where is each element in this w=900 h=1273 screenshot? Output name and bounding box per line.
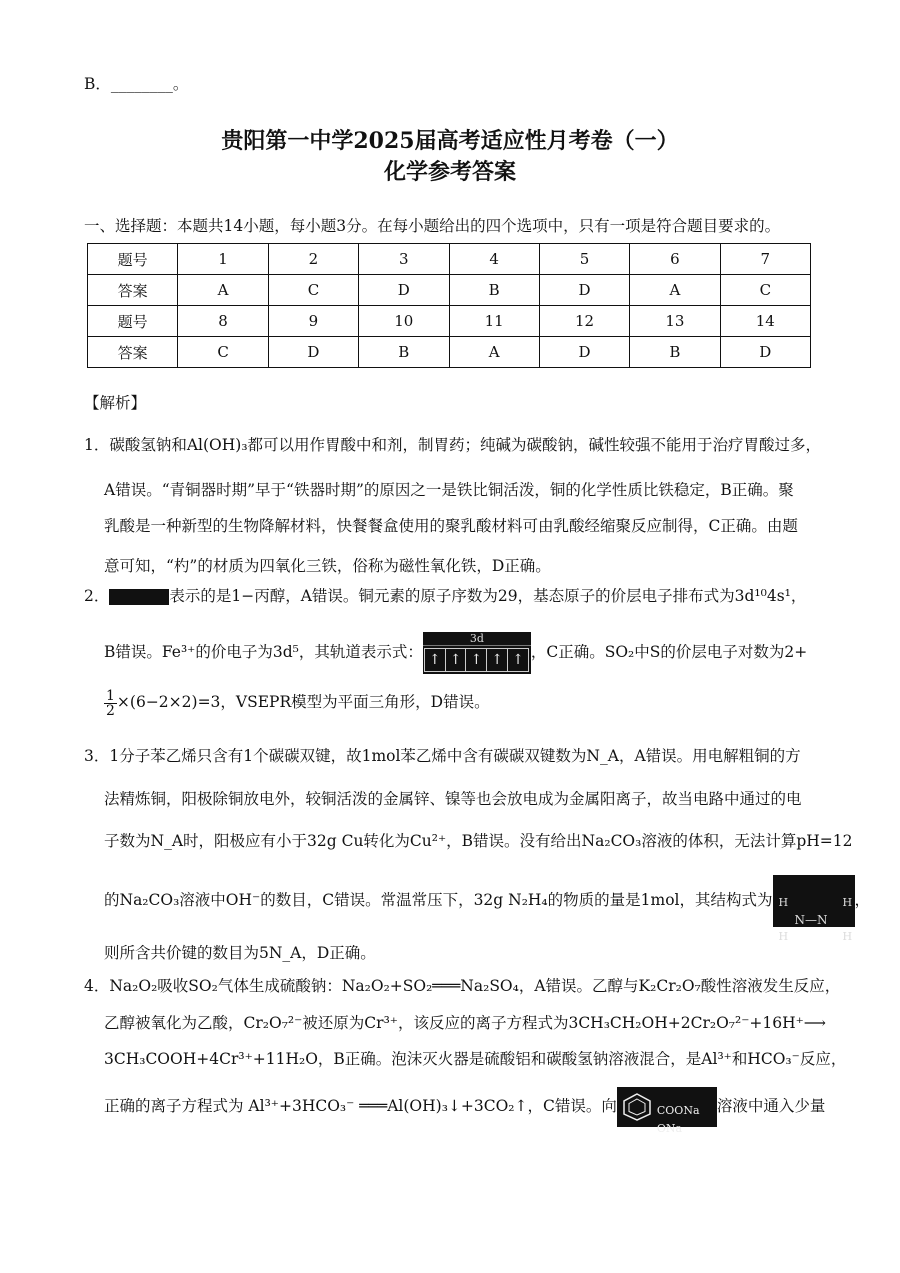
table-cell: C xyxy=(720,275,810,306)
atom-label: H xyxy=(778,896,789,909)
orbital-arrow: ↑ xyxy=(507,648,529,672)
table-cell: 4 xyxy=(449,244,539,275)
table-cell: 1 xyxy=(178,244,268,275)
table-cell: C xyxy=(178,337,268,368)
atom-label: H xyxy=(842,896,853,909)
table-cell: 14 xyxy=(720,306,810,337)
table-row xyxy=(88,337,811,368)
table-row xyxy=(88,275,811,306)
table-cell: 9 xyxy=(268,306,358,337)
q3-line-4 xyxy=(104,874,871,943)
q1-line-3: 乳酸是一种新型的生物降解材料，快餐餐盒使用的聚乳酸材料可由乳酸经缩聚反应制得，C正确。由题 xyxy=(104,517,798,535)
table-cell: A xyxy=(630,275,720,306)
q4-text-4a: 正确的离子方程式为 Al³⁺+3HCO₃⁻ ═══Al(OH)₃↓+3CO₂↑，C错误。向 xyxy=(104,1097,617,1115)
q3-text-4-end: ， xyxy=(854,891,871,909)
table-cell: 7 xyxy=(720,244,810,275)
substituent-label: ONa xyxy=(656,1122,683,1135)
answer-table xyxy=(87,243,811,368)
orbital-label: 3d xyxy=(423,633,531,646)
q2-line-3 xyxy=(104,684,490,720)
substituent-label: COONa xyxy=(656,1104,700,1117)
q1-line-1: 1．碳酸氢钠和Al(OH)₃都可以用作胃酸中和剂，制胃药；纯碱为碳酸钠，碱性较强不能用于治疗胃酸过多， xyxy=(84,436,822,454)
q3-line-1: 3．1分子苯乙烯只含有1个碳碳双键，故1mol苯乙烯中含有碳碳双键数为N_A，A错误。用电解粗铜的方 xyxy=(84,747,801,765)
section-heading: 一、选择题：本题共14小题，每小题3分。在每小题给出的四个选项中，只有一项是符合题目要求的。 xyxy=(84,217,781,235)
table-cell: A xyxy=(178,275,268,306)
table-cell: 3 xyxy=(359,244,449,275)
q3-line-3: 子数为N_A时，阳极应有小于32g Cu转化为Cu²⁺，B错误。没有给出Na₂CO₃溶液的体积，无法计算pH=12 xyxy=(104,832,853,850)
fraction-denominator: 2 xyxy=(106,702,115,719)
row-label: 题号 xyxy=(88,306,178,337)
orbital-arrow: ↑ xyxy=(424,648,446,672)
q4-line-1: 4．Na₂O₂吸收SO₂气体生成硫酸钠：Na₂O₂+SO₂═══Na₂SO₄，A错误。乙醇与K₂Cr₂O₇酸性溶液发生反应， xyxy=(84,977,841,995)
q4-text-4b: 溶液中通入少量 xyxy=(716,1097,826,1115)
salicylate-structure xyxy=(617,1087,717,1135)
q1-line-2: A错误。“青铜器时期”早于“铁器时期”的原因之一是铁比铜活泼，铜的化学性质比铁稳定，B正确。聚 xyxy=(104,481,794,499)
q3-text-4: 的Na₂CO₃溶液中OH⁻的数目，C错误。常温常压下，32g N₂H₄的物质的量是1mol，其结构式为 xyxy=(104,891,773,909)
table-row xyxy=(88,306,811,337)
q2-text-2a: B错误。Fe³⁺的价电子为3d⁵，其轨道表示式： xyxy=(104,643,423,661)
benzene-ring-icon xyxy=(621,1093,653,1121)
table-cell: D xyxy=(720,337,810,368)
table-cell: D xyxy=(268,337,358,368)
bond-label: N—N xyxy=(794,913,828,927)
atom-label: H xyxy=(842,930,853,943)
q4-line-2: 乙醇被氧化为乙酸，Cr₂O₇²⁻被还原为Cr³⁺，该反应的离子方程式为3CH₃CH₂OH+2Cr₂O₇²⁻+16H⁺⟶ xyxy=(104,1014,827,1032)
row-label: 答案 xyxy=(88,337,178,368)
q4-line-3: 3CH₃COOH+4Cr³⁺+11H₂O，B正确。泡沫灭火器是硫酸铝和碳酸氢钠溶液混合，是Al³⁺和HCO₃⁻反应， xyxy=(104,1050,847,1068)
table-cell: 6 xyxy=(630,244,720,275)
hydrazine-structure xyxy=(773,875,855,943)
atom-label: H xyxy=(778,930,789,943)
q2-text-3: ×(6−2×2)=3，VSEPR模型为平面三角形，D错误。 xyxy=(116,693,490,711)
q1-line-4: 意可知，“杓”的材质为四氧化三铁，俗称为磁性氧化铁，D正确。 xyxy=(104,557,551,575)
table-cell: B xyxy=(359,337,449,368)
q2-text-1: 表示的是1−丙醇，A错误。铜元素的原子序数为29，基态原子的价层电子排布式为3d¹⁰4s¹， xyxy=(169,587,807,605)
q2-number: 2． xyxy=(84,587,110,605)
table-cell: 10 xyxy=(359,306,449,337)
table-cell: B xyxy=(449,275,539,306)
orbital-diagram xyxy=(423,632,531,674)
q2-line-2 xyxy=(104,630,807,674)
orbital-arrow: ↑ xyxy=(486,648,508,672)
q3-line-5: 则所含共价键的数目为5N_A，D正确。 xyxy=(104,944,376,962)
fraction-numerator: 1 xyxy=(106,687,115,704)
orbital-arrow: ↑ xyxy=(465,648,487,672)
q2-line-1 xyxy=(84,586,806,606)
table-cell: D xyxy=(539,337,629,368)
table-cell: B xyxy=(630,337,720,368)
row-label: 题号 xyxy=(88,244,178,275)
top-blank-line: B．________。 xyxy=(84,75,189,93)
q4-line-4 xyxy=(104,1085,826,1135)
table-cell: 11 xyxy=(449,306,539,337)
table-row xyxy=(88,244,811,275)
table-cell: C xyxy=(268,275,358,306)
page-subtitle: 化学参考答案 xyxy=(383,159,516,185)
table-cell: D xyxy=(359,275,449,306)
table-cell: 12 xyxy=(539,306,629,337)
row-label: 答案 xyxy=(88,275,178,306)
table-cell: 5 xyxy=(539,244,629,275)
page-title: 贵阳第一中学2025届高考适应性月考卷（一） xyxy=(221,128,679,154)
table-cell: 13 xyxy=(630,306,720,337)
table-cell: A xyxy=(449,337,539,368)
analysis-heading: 【解析】 xyxy=(84,394,147,412)
table-cell: D xyxy=(539,275,629,306)
q2-text-2b: ，C正确。SO₂中S的价层电子对数为2+ xyxy=(530,643,808,661)
fraction xyxy=(104,689,117,718)
orbital-arrow: ↑ xyxy=(445,648,467,672)
structure-image xyxy=(109,589,169,605)
table-cell: 8 xyxy=(178,306,268,337)
table-cell: 2 xyxy=(268,244,358,275)
q3-line-2: 法精炼铜，阳极除铜放电外，较铜活泼的金属锌、镍等也会放电成为金属阳离子，故当电路中通过的电 xyxy=(104,790,802,808)
